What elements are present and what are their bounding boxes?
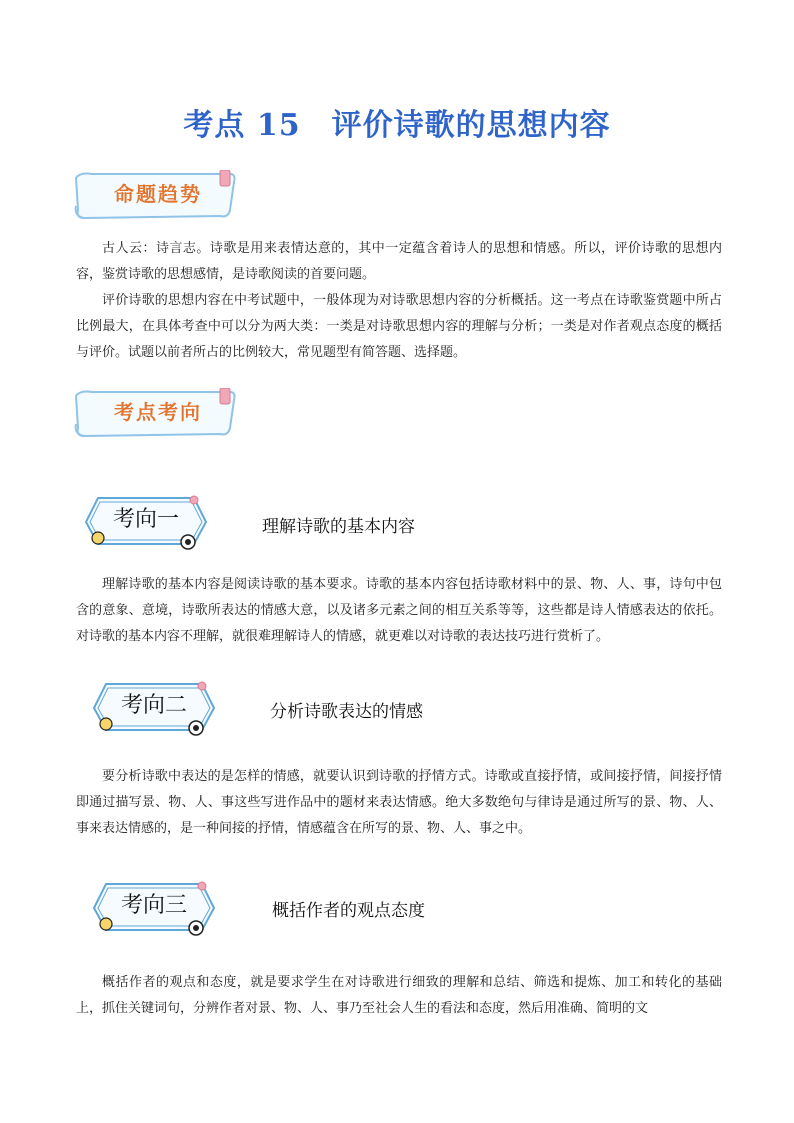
direction-badge-label: 考向二 xyxy=(120,693,187,718)
page-title: 考点 15 评价诗歌的思想内容 xyxy=(183,108,611,143)
trend-paragraph-2: 评价诗歌的思想内容在中考试题中，一般体现为对诗歌思想内容的分析概括。这一考点在诗歌鉴赏题中所占比例最大，在具体考查中可以分为两大类：一类是对诗歌思想内容的理解与分析；一类是对作者观点态度的概括与评价。试题以前者所占的比例较大，常见题型有简答题、选择题。 xyxy=(76,293,722,360)
section-tag-trend xyxy=(70,170,240,222)
direction-paragraph-3: 概括作者的观点和态度，就是要求学生在对诗歌进行细致的理解和总结、筛选和提炼、加工和转化的基础上，抓住关键词句，分辨作者对景、物、人、事乃至社会人生的看法和态度，然后用准确、简明的文 xyxy=(76,975,722,1016)
direction-badge-2 xyxy=(90,678,218,738)
direction-title-2: 分析诗歌表达的情感 xyxy=(270,702,423,722)
direction-title-3: 概括作者的观点态度 xyxy=(272,901,425,921)
direction-paragraph-2: 要分析诗歌中表达的是怎样的情感，就要认识到诗歌的抒情方式。诗歌或直接抒情，或间接抒情，间接抒情即通过描写景、物、人、事这些写进作品中的题材来表达情感。绝大多数绝句与律诗是通过所写的景、物、人、事来表达情感的，是一种间接的抒情，情感蕴含在所写的景、物、人、事之中。 xyxy=(76,769,722,836)
section-tag-label: 命题趋势 xyxy=(114,182,202,206)
direction-badge-3 xyxy=(90,878,218,938)
section-tag-directions xyxy=(70,388,240,440)
direction-badge-label: 考向三 xyxy=(120,893,187,918)
direction-badge-label: 考向一 xyxy=(112,507,179,532)
direction-title-1: 理解诗歌的基本内容 xyxy=(262,517,415,537)
trend-paragraph-1: 古人云：诗言志。诗歌是用来表情达意的，其中一定蕴含着诗人的思想和情感。所以，评价诗歌的思想内容，鉴赏诗歌的思想感情，是诗歌阅读的首要问题。 xyxy=(76,241,722,282)
direction-badge-1 xyxy=(82,492,210,552)
direction-paragraph-1: 理解诗歌的基本内容是阅读诗歌的基本要求。诗歌的基本内容包括诗歌材料中的景、物、人、事，诗句中包含的意象、意境，诗歌所表达的情感大意，以及诸多元素之间的相互关系等等，这些都是诗人情感表达的依托。对诗歌的基本内容不理解，就很难理解诗人的情感，就更难以对诗歌的表达技巧进行赏析了。 xyxy=(76,577,722,644)
section-tag-label: 考点考向 xyxy=(114,400,202,424)
